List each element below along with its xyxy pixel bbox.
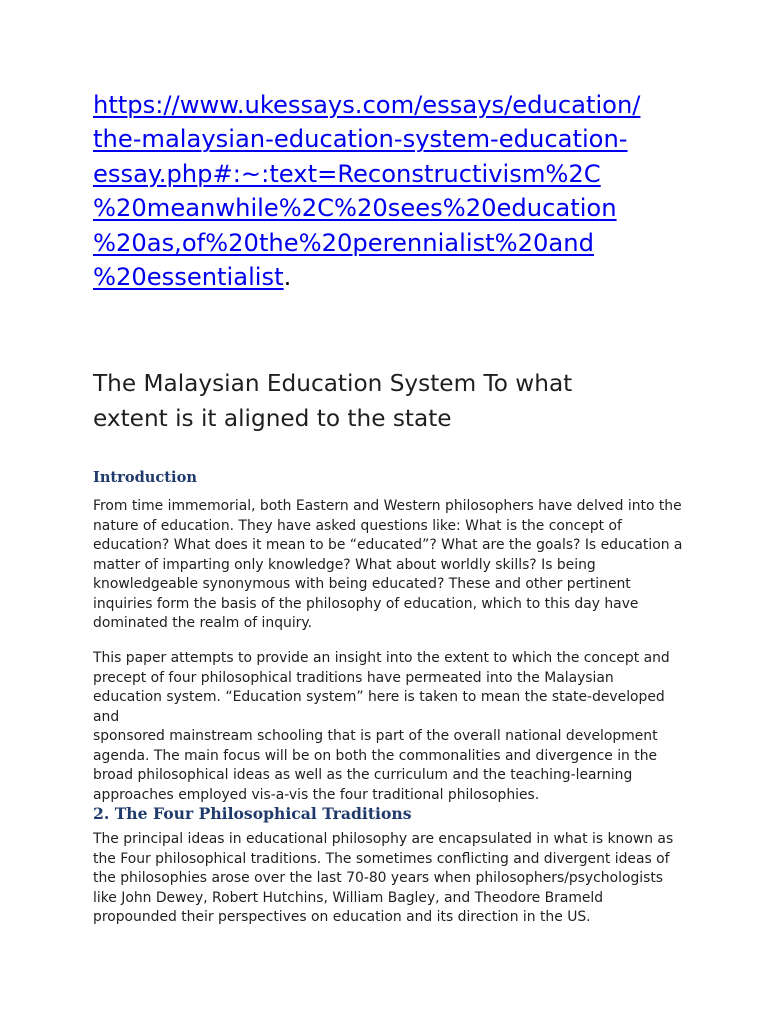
source-url-last-line[interactable] xyxy=(93,263,284,291)
document-title: The Malaysian Education System To what extent is it aligned to the state xyxy=(93,370,573,432)
source-url-line: %20as,of%20the%20perennialist%20and xyxy=(93,228,594,257)
source-url-link[interactable] xyxy=(93,88,683,260)
introduction-paragraph-1: From time immemorial, both Eastern and Western philosophers have delved into the nature of education. They have asked questions like: What is the concept of education? What does it mean to be “educated”? What are the goals? Is education a matter of imparting only knowledge? What about worldly skills? Is being knowledgeable synonymous with being educated? These and other pertinent inquiries form the basis of the philosophy of education, which to this day have dominated the realm of inquiry. xyxy=(93,498,683,631)
document-page xyxy=(93,88,683,925)
source-url-line: essay.php#:~:text=Reconstructivism%2C xyxy=(93,159,601,188)
source-url-line: https://www.ukessays.com/essays/education/ xyxy=(93,91,641,119)
source-citation xyxy=(93,88,683,294)
introduction-paragraph-2: This paper attempts to provide an insight into the extent to which the concept and precept of four philosophical traditions have permeated into the Malaysian education system. “Education system” here is taken to mean the state-developed and sponsored mainstream schooling that is part of the overall national development agenda. The main focus will be on both the commonalities and divergence in the broad philosophical ideas as well as the curriculum and the teaching-learning approaches employed vis-a-vis the four traditional philosophies. xyxy=(93,650,670,803)
source-trailing-period: . xyxy=(283,263,292,292)
source-url-line: %20meanwhile%2C%20sees%20education xyxy=(93,194,617,223)
section-heading-introduction: Introduction xyxy=(93,469,197,486)
four-traditions-paragraph-1: The principal ideas in educational philosophy are encapsulated in what is known as the Four philosophical traditions. The sometimes conflicting and divergent ideas of the philosophies arose over the last 70-80 years when philosophers/psychologists like John Dewey, Robert Hutchins, William Bagley, and Theodore Brameld propounded their perspectives on education and its direction in the US. xyxy=(93,831,674,925)
source-url-line: the-malaysian-education-system-education- xyxy=(93,125,628,154)
section-heading-four-traditions: 2. The Four Philosophical Traditions xyxy=(93,804,412,823)
source-url-line: %20essentialist xyxy=(93,263,284,292)
